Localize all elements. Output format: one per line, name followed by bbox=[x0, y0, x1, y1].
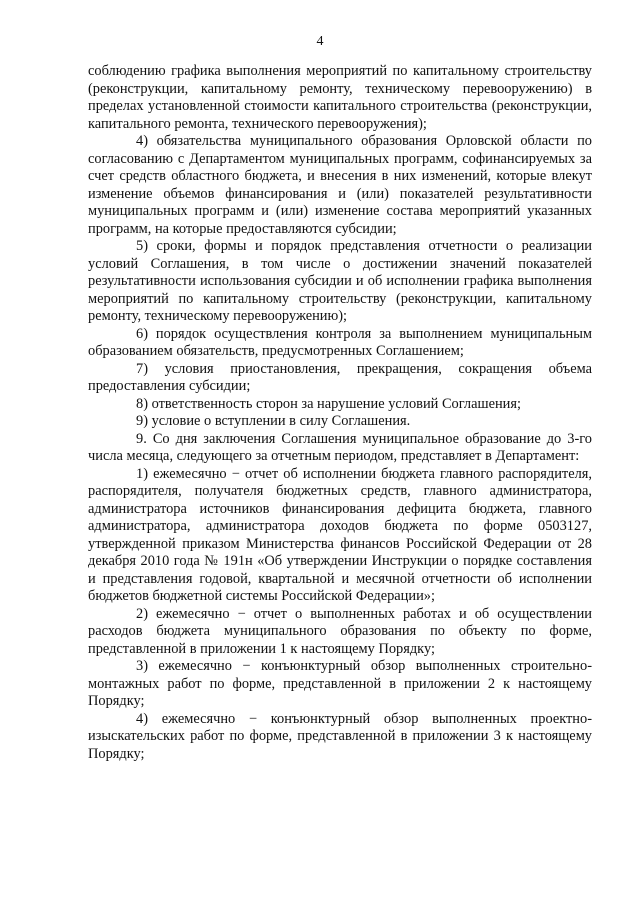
paragraph-item-8: 8) ответственность сторон за нарушение условий Соглашения; bbox=[136, 395, 521, 412]
paragraph-report-3: 3) ежемесячно − конъюнктурный обзор выполненных строительно-монтажных работ по форме, представленной в приложении 2 к настоящему Порядку; bbox=[88, 658, 592, 709]
paragraph-section-9: 9. Со дня заключения Соглашения муниципальное образование до 3-го числа месяца, следующего за отчетным периодом, представляет в Департамент: bbox=[88, 430, 592, 464]
page-number: 4 bbox=[316, 34, 324, 49]
paragraph-report-4: 4) ежемесячно − конъюнктурный обзор выполненных проектно-изыскательских работ по форме, представленной в приложении 3 к настоящему Порядку; bbox=[88, 710, 592, 762]
paragraph-item-7: 7) условия приостановления, прекращения, сокращения объема предоставления субсидии; bbox=[88, 360, 592, 394]
paragraph-continuation: соблюдению графика выполнения мероприятий по капитальному строительству (реконструкции, капитальному ремонту, техническому перевооружению) в пределах установленной стоимости капитального строительства (реконструкции, капитального ремонта, технического перевооружения); bbox=[88, 63, 592, 132]
paragraph-item-4: 4) обязательства муниципального образования Орловской области по согласованию с Департаментом муниципальных программ, софинансируемых за счет средств областного бюджета, и внесения в них изменений, которые влекут изменение объемов финансирования и (или) показателей результативности муниципальных программ и (или) изменение состава мероприятий указанных программ, на которые предоставляются субсидии; bbox=[88, 133, 592, 237]
paragraph-item-6: 6) порядок осуществления контроля за выполнением муниципальным образованием обязательств, предусмотренных Соглашением; bbox=[88, 325, 592, 359]
document-body bbox=[88, 63, 592, 763]
paragraph-item-5: 5) сроки, формы и порядок представления отчетности о реализации условий Соглашения, в том числе о достижении значений показателей результативности использования субсидии и об исполнении графика выполнения мероприятий по капитальному строительству (реконструкции, капитальному ремонту, техническому перевооружению); bbox=[88, 238, 592, 324]
paragraph-item-9: 9) условие о вступлении в силу Соглашения. bbox=[136, 413, 411, 429]
paragraph-report-2: 2) ежемесячно − отчет о выполненных работах и об осуществлении расходов бюджета муниципального образования по объекту по форме, представленной в приложении 1 к настоящему Порядку; bbox=[88, 605, 592, 657]
paragraph-report-1: 1) ежемесячно − отчет об исполнении бюджета главного распорядителя, распорядителя, получателя бюджетных средств, главного администратора, администратора источников финансирования дефицита бюджета, главного администратора, администратора доходов бюджета по форме 0503127, утвержденной приказом Министерства финансов Российской Федерации от 28 декабря 2010 года № 191н «Об утверждении Инструкции о порядке составления и представления годовой, квартальной и месячной отчетности об исполнении бюджетов бюджетной системы Российской Федерации»; bbox=[88, 465, 592, 604]
